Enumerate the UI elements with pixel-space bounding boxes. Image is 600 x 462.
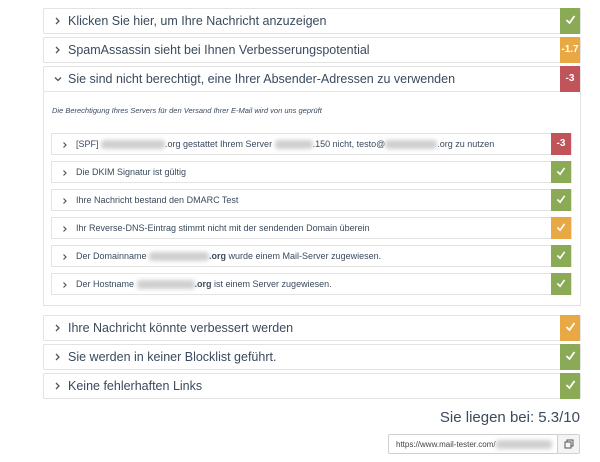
checkmark-icon — [565, 321, 576, 332]
section-improvements[interactable] — [43, 315, 581, 341]
checkmark-icon — [556, 278, 566, 288]
auth-item-label: Der Domainname .org wurde einem Mail-Server zugewiesen. — [76, 251, 382, 261]
checkmark-icon — [565, 14, 576, 25]
auth-item-rdns[interactable] — [51, 217, 572, 239]
auth-item-domain[interactable] — [51, 245, 572, 267]
status-badge — [551, 217, 571, 239]
section-label: Sie sind nicht berechtigt, eine Ihrer Absender-Adressen zu verwenden — [68, 72, 456, 86]
section-links[interactable] — [43, 373, 581, 399]
status-badge — [560, 315, 580, 341]
score-summary: Sie liegen bei: 5.3/10 — [439, 409, 580, 426]
redacted-domain — [101, 140, 165, 149]
score-badge: -1.7 — [560, 37, 580, 63]
chevron-right-icon — [60, 252, 70, 262]
auth-item-spf[interactable] — [51, 133, 572, 155]
chevron-right-icon — [60, 168, 70, 178]
chevron-right-icon — [52, 15, 64, 27]
redacted-ip — [275, 140, 313, 149]
redacted-url-suffix — [496, 440, 552, 449]
auth-item-hostname[interactable] — [51, 273, 572, 295]
status-badge — [560, 8, 580, 34]
section-label: Klicken Sie hier, um Ihre Nachricht anzuzeigen — [68, 14, 327, 28]
section-label: Sie werden in keiner Blocklist geführt. — [68, 350, 277, 364]
status-badge — [551, 273, 571, 295]
result-url-field[interactable] — [388, 434, 580, 454]
redacted-domain — [385, 140, 437, 149]
status-badge — [560, 373, 580, 399]
auth-item-label: Der Hostname .org ist einem Server zugewiesen. — [76, 279, 332, 289]
auth-item-dmarc[interactable] — [51, 189, 572, 211]
checkmark-icon — [565, 379, 576, 390]
section-spamassassin[interactable] — [43, 37, 581, 63]
checkmark-icon — [556, 194, 566, 204]
section-view-message[interactable] — [43, 8, 581, 34]
section-authentication[interactable] — [43, 66, 581, 92]
chevron-right-icon — [52, 380, 64, 392]
checkmark-icon — [565, 350, 576, 361]
status-badge — [551, 189, 571, 211]
auth-item-dkim[interactable] — [51, 161, 572, 183]
chevron-right-icon — [60, 224, 70, 234]
status-badge — [560, 344, 580, 370]
auth-panel — [43, 92, 581, 306]
chevron-right-icon — [52, 322, 64, 334]
chevron-down-icon — [52, 73, 64, 85]
copy-url-button[interactable] — [557, 435, 579, 453]
redacted-domain — [149, 252, 209, 261]
auth-item-label: Ihr Reverse-DNS-Eintrag stimmt nicht mit der sendenden Domain überein — [76, 223, 370, 233]
copy-icon — [564, 439, 574, 449]
chevron-right-icon — [60, 140, 70, 150]
chevron-right-icon — [52, 44, 64, 56]
checkmark-icon — [556, 250, 566, 260]
section-blocklist[interactable] — [43, 344, 581, 370]
auth-item-label: [SPF] .org gestattet Ihrem Server .150 nicht, testo@ .org zu nutzen — [76, 139, 495, 149]
section-label: SpamAssassin sieht bei Ihnen Verbesserungspotential — [68, 43, 370, 57]
chevron-right-icon — [52, 351, 64, 363]
section-label: Keine fehlerhaften Links — [68, 379, 203, 393]
status-badge — [551, 245, 571, 267]
result-url-text: https://www.mail-tester.com/ — [396, 440, 552, 449]
status-badge — [551, 161, 571, 183]
auth-description: Die Berechtigung Ihres Servers für den Versand Ihrer E-Mail wird von uns geprüft — [52, 106, 322, 115]
chevron-right-icon — [60, 280, 70, 290]
section-label: Ihre Nachricht könnte verbessert werden — [68, 321, 294, 335]
checkmark-icon — [556, 222, 566, 232]
checkmark-icon — [556, 166, 566, 176]
redacted-hostname — [137, 280, 195, 289]
score-badge: -3 — [560, 66, 580, 92]
auth-item-label: Ihre Nachricht bestand den DMARC Test — [76, 195, 239, 205]
score-badge: -3 — [551, 133, 571, 155]
chevron-right-icon — [60, 196, 70, 206]
auth-item-label: Die DKIM Signatur ist gültig — [76, 167, 187, 177]
